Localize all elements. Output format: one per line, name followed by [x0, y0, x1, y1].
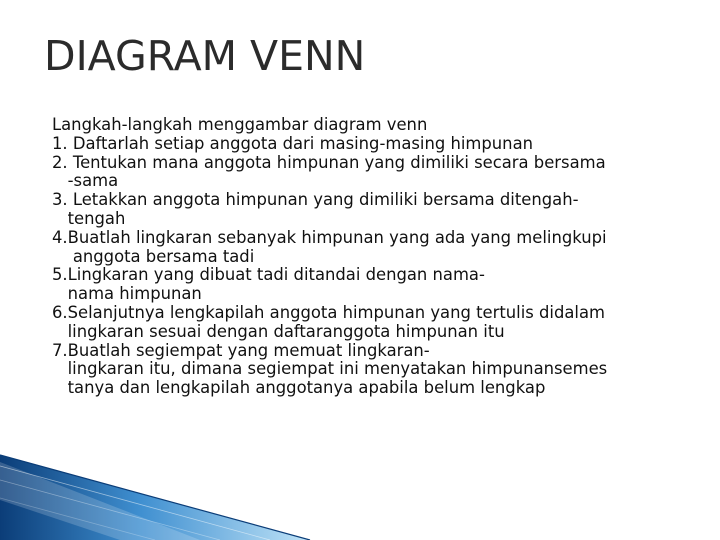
corner-wedge [0, 455, 310, 540]
corner-edge-line-3 [0, 480, 220, 540]
body-line-step-4-cont: anggota bersama tadi [52, 246, 255, 266]
body-line-step-2: 2. Tentukan mana anggota himpunan yang dimiliki secara bersama [52, 152, 606, 172]
body-line-step-2-cont: -sama [52, 171, 119, 191]
body-line-step-6: 6.Selanjutnya lengkapilah anggota himpunan yang tertulis didalam [52, 302, 605, 322]
body-line-step-4: 4.Buatlah lingkaran sebanyak himpunan yang ada yang melingkupi [52, 227, 607, 247]
corner-edge-line-2 [0, 466, 270, 540]
slide-title: DIAGRAM VENN [44, 32, 366, 80]
corner-edge-line-4 [0, 498, 155, 540]
body-line-step-3-cont: tengah [52, 208, 126, 228]
corner-wedge-shine [0, 462, 200, 540]
body-line-step-7-cont: lingkaran itu, dimana segiempat ini menyatakan himpunansemes [52, 359, 608, 379]
slide-body-text [52, 116, 692, 398]
body-line-step-5-cont: nama himpunan [52, 284, 202, 304]
body-line-step-6-cont: lingkaran sesuai dengan daftaranggota himpunan itu [52, 321, 505, 341]
body-line-step-5: 5.Lingkaran yang dibuat tadi ditandai dengan nama- [52, 265, 485, 285]
corner-edge-line-1 [0, 455, 310, 540]
body-line-step-7-cont-2: tanya dan lengkapilah anggotanya apabila belum lengkap [52, 378, 546, 398]
body-line-intro: Langkah-langkah menggambar diagram venn [52, 115, 428, 134]
body-line-step-1: 1. Daftarlah setiap anggota dari masing-masing himpunan [52, 133, 534, 153]
body-line-step-7: 7.Buatlah segiempat yang memuat lingkaran- [52, 340, 430, 360]
body-line-step-3: 3. Letakkan anggota himpunan yang dimiliki bersama ditengah- [52, 190, 579, 210]
